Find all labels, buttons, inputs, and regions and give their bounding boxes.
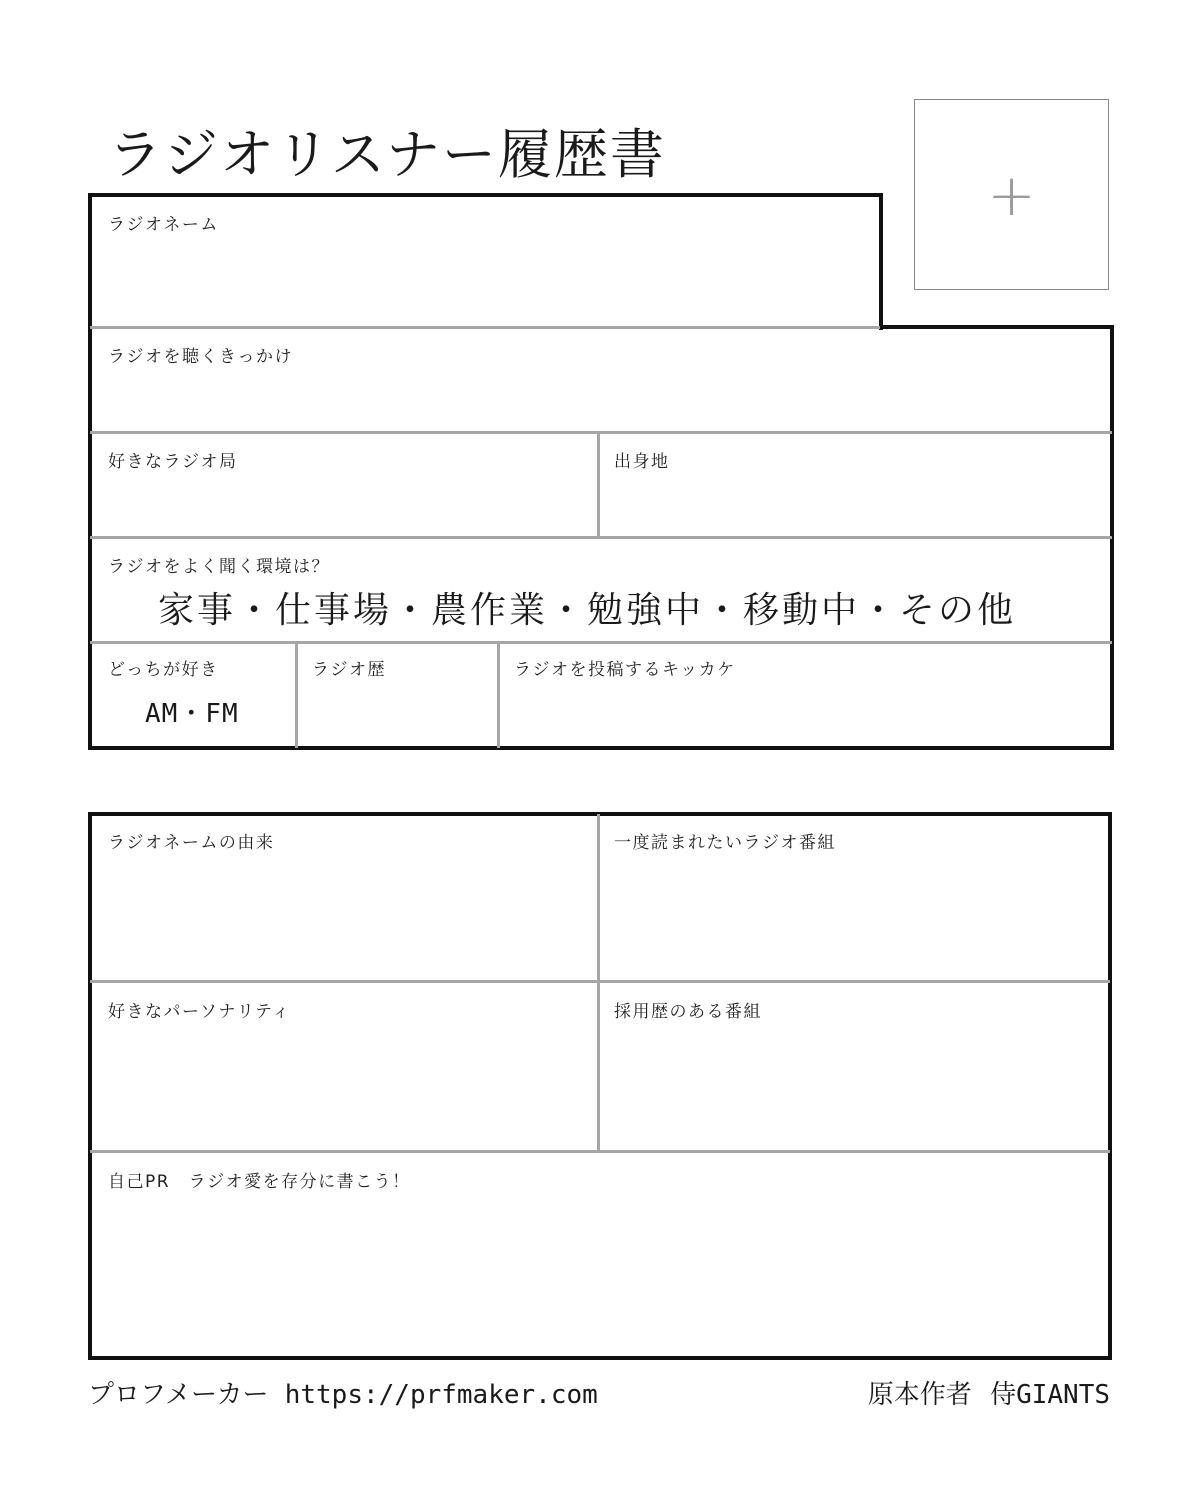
posting-trigger-field[interactable] <box>514 685 1103 744</box>
footer-brand <box>88 1374 598 1411</box>
favorite-personality-label: 好きなパーソナリティ <box>108 1002 291 1022</box>
favorite-station-label: 好きなラジオ局 <box>108 452 238 472</box>
environment-options[interactable]: 家事・仕事場・農作業・勉強中・移動中・その他 <box>158 590 1017 631</box>
radio-history-field[interactable] <box>312 685 491 744</box>
trigger-field[interactable] <box>108 372 1102 431</box>
brand-url-link[interactable]: https://prfmaker.com <box>284 1380 598 1410</box>
author-name: 侍GIANTS <box>990 1380 1110 1410</box>
radio-history-label: ラジオ歴 <box>312 660 386 680</box>
adopted-programs-label: 採用歴のある番組 <box>614 1002 762 1022</box>
am-fm-options[interactable]: AM・FM <box>145 699 239 729</box>
adopted-programs-field[interactable] <box>614 1027 1098 1146</box>
hometown-label: 出身地 <box>614 452 670 472</box>
self-pr-label: 自己PR ラジオ愛を存分に書こう！ <box>108 1172 411 1192</box>
brand-name: プロフメーカー <box>88 1380 269 1410</box>
radio-name-field[interactable] <box>108 240 872 324</box>
page-title: ラジオリスナー履歴書 <box>108 123 666 186</box>
posting-trigger-label: ラジオを投稿するキッカケ <box>514 660 736 680</box>
am-fm-label: どっちが好き <box>108 660 219 680</box>
footer-author <box>868 1374 1110 1411</box>
author-label: 原本作者 <box>867 1380 972 1410</box>
radio-name-label: ラジオネーム <box>108 215 219 235</box>
environment-label: ラジオをよく聞く環境は？ <box>108 557 330 577</box>
self-pr-field[interactable] <box>108 1197 1102 1351</box>
name-origin-label: ラジオネームの由来 <box>108 833 275 853</box>
trigger-label: ラジオを聴くきっかけ <box>108 347 293 367</box>
name-origin-field[interactable] <box>108 858 592 977</box>
want-read-program-label: 一度読まれたいラジオ番組 <box>614 833 836 853</box>
favorite-station-field[interactable] <box>108 477 592 536</box>
hometown-field[interactable] <box>614 477 1103 536</box>
photo-upload-box[interactable] <box>914 99 1109 290</box>
want-read-program-field[interactable] <box>614 858 1098 977</box>
plus-icon: + <box>987 160 1036 229</box>
favorite-personality-field[interactable] <box>108 1027 592 1146</box>
